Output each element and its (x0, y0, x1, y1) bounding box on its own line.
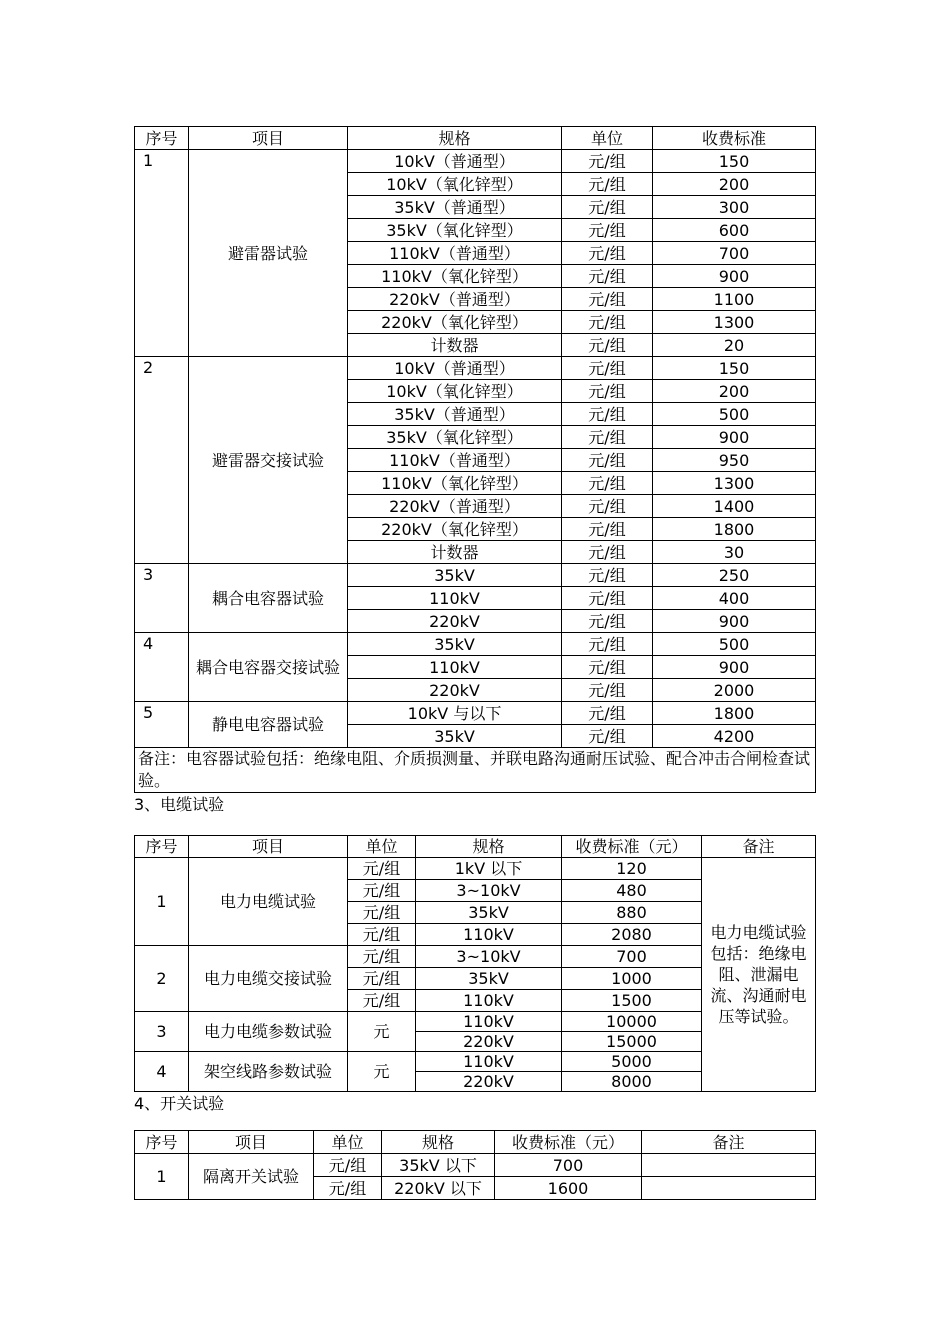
header-item: 项目 (189, 836, 348, 858)
row-unit: 元/组 (562, 633, 653, 656)
row-fee: 1100 (653, 288, 816, 311)
row-spec: 110kV (348, 587, 562, 610)
row-item: 电力电缆交接试验 (189, 946, 348, 1012)
row-spec: 35kV（普通型） (348, 403, 562, 426)
table-row (135, 1154, 816, 1177)
row-unit: 元/组 (562, 288, 653, 311)
row-unit: 元/组 (314, 1177, 382, 1200)
row-spec: 110kV (416, 1012, 562, 1032)
row-fee: 900 (653, 265, 816, 288)
row-item: 耦合电容器试验 (189, 564, 348, 633)
row-remark (642, 1177, 816, 1200)
row-spec: 35kV 以下 (382, 1154, 495, 1177)
row-spec: 220kV（氧化锌型） (348, 518, 562, 541)
row-unit: 元/组 (314, 1154, 382, 1177)
row-spec: 220kV (348, 679, 562, 702)
row-spec: 10kV（普通型） (348, 150, 562, 173)
row-unit: 元/组 (562, 265, 653, 288)
row-seq: 3 (135, 564, 189, 633)
row-unit: 元/组 (348, 924, 416, 946)
row-unit: 元/组 (562, 518, 653, 541)
row-unit: 元/组 (562, 380, 653, 403)
header-spec: 规格 (416, 836, 562, 858)
switch-test-fee-table (134, 1130, 816, 1200)
row-spec: 35kV (416, 968, 562, 990)
row-spec: 110kV (416, 924, 562, 946)
row-spec: 110kV（普通型） (348, 242, 562, 265)
row-fee: 250 (653, 564, 816, 587)
row-remark (642, 1154, 816, 1177)
row-seq: 3 (135, 1012, 189, 1052)
row-spec: 220kV（普通型） (348, 288, 562, 311)
row-spec: 10kV（普通型） (348, 357, 562, 380)
section-title-switch: 4、开关试验 (134, 1094, 225, 1113)
row-unit: 元/组 (562, 334, 653, 357)
row-unit: 元/组 (562, 702, 653, 725)
row-item: 静电电容器试验 (189, 702, 348, 748)
row-spec: 3~10kV (416, 946, 562, 968)
row-fee: 15000 (562, 1032, 702, 1052)
row-spec: 110kV (348, 656, 562, 679)
table-header-row (135, 127, 816, 150)
header-item: 项目 (189, 127, 348, 150)
row-unit: 元/组 (348, 990, 416, 1012)
row-fee: 600 (653, 219, 816, 242)
row-fee: 200 (653, 173, 816, 196)
table-header-row (135, 1131, 816, 1154)
note-row (135, 748, 816, 793)
row-fee: 1300 (653, 311, 816, 334)
cable-test-remark: 电力电缆试验包括：绝缘电阻、泄漏电流、沟通耐电压等试验。 (702, 858, 816, 1092)
document-page (134, 126, 815, 1200)
row-fee: 30 (653, 541, 816, 564)
row-unit: 元/组 (562, 725, 653, 748)
row-fee: 1300 (653, 472, 816, 495)
row-seq: 2 (135, 946, 189, 1012)
row-fee: 200 (653, 380, 816, 403)
header-fee: 收费标准 (653, 127, 816, 150)
row-item: 架空线路参数试验 (189, 1052, 348, 1092)
row-spec: 35kV（普通型） (348, 196, 562, 219)
row-unit: 元/组 (562, 679, 653, 702)
row-spec: 220kV (348, 610, 562, 633)
row-spec: 10kV（氧化锌型） (348, 380, 562, 403)
row-unit: 元/组 (562, 426, 653, 449)
header-seq: 序号 (135, 1131, 189, 1154)
row-spec: 220kV 以下 (382, 1177, 495, 1200)
header-unit: 单位 (348, 836, 416, 858)
row-unit: 元/组 (562, 311, 653, 334)
cable-test-fee-table (134, 835, 816, 1092)
row-fee: 900 (653, 426, 816, 449)
row-spec: 35kV (348, 564, 562, 587)
row-spec: 110kV（氧化锌型） (348, 472, 562, 495)
table-row (135, 702, 816, 725)
row-seq: 5 (135, 702, 189, 748)
row-unit: 元/组 (562, 357, 653, 380)
row-fee: 5000 (562, 1052, 702, 1072)
row-spec: 35kV (416, 902, 562, 924)
header-unit: 单位 (562, 127, 653, 150)
row-item: 避雷器交接试验 (189, 357, 348, 564)
row-spec: 35kV (348, 725, 562, 748)
row-seq: 1 (135, 150, 189, 357)
row-fee: 880 (562, 902, 702, 924)
table-row (135, 357, 816, 380)
row-seq: 1 (135, 1154, 189, 1200)
row-fee: 1000 (562, 968, 702, 990)
row-spec: 35kV（氧化锌型） (348, 426, 562, 449)
row-fee: 1600 (495, 1177, 642, 1200)
row-unit: 元/组 (562, 587, 653, 610)
header-remark: 备注 (702, 836, 816, 858)
row-fee: 500 (653, 633, 816, 656)
row-spec: 110kV (416, 1052, 562, 1072)
row-unit: 元/组 (562, 472, 653, 495)
row-fee: 480 (562, 880, 702, 902)
row-fee: 2000 (653, 679, 816, 702)
row-spec: 10kV（氧化锌型） (348, 173, 562, 196)
row-fee: 900 (653, 610, 816, 633)
row-seq: 4 (135, 1052, 189, 1092)
table-row (135, 858, 816, 880)
row-fee: 10000 (562, 1012, 702, 1032)
row-seq: 4 (135, 633, 189, 702)
row-spec: 110kV（普通型） (348, 449, 562, 472)
row-unit: 元 (348, 1052, 416, 1092)
row-fee: 700 (495, 1154, 642, 1177)
header-spec: 规格 (382, 1131, 495, 1154)
row-unit: 元/组 (562, 219, 653, 242)
row-item: 隔离开关试验 (189, 1154, 314, 1200)
row-unit: 元/组 (562, 610, 653, 633)
row-fee: 150 (653, 357, 816, 380)
row-unit: 元/组 (348, 880, 416, 902)
row-spec: 220kV（氧化锌型） (348, 311, 562, 334)
row-item: 耦合电容器交接试验 (189, 633, 348, 702)
row-seq: 2 (135, 357, 189, 564)
row-spec: 35kV（氧化锌型） (348, 219, 562, 242)
row-fee: 1400 (653, 495, 816, 518)
header-fee: 收费标准（元） (495, 1131, 642, 1154)
row-fee: 950 (653, 449, 816, 472)
row-fee: 20 (653, 334, 816, 357)
row-item: 电力电缆试验 (189, 858, 348, 946)
row-unit: 元/组 (562, 495, 653, 518)
row-fee: 2080 (562, 924, 702, 946)
header-seq: 序号 (135, 127, 189, 150)
arrester-capacitor-fee-table (134, 126, 816, 793)
table-note: 备注：电容器试验包括：绝缘电阻、介质损测量、并联电路沟通耐压试验、配合冲击合闸检查试验。 (135, 748, 816, 793)
row-spec: 220kV (416, 1072, 562, 1092)
table-row (135, 564, 816, 587)
row-fee: 1800 (653, 518, 816, 541)
row-item: 避雷器试验 (189, 150, 348, 357)
row-fee: 1500 (562, 990, 702, 1012)
row-spec: 35kV (348, 633, 562, 656)
row-fee: 400 (653, 587, 816, 610)
row-unit: 元/组 (562, 449, 653, 472)
row-unit: 元/组 (562, 242, 653, 265)
row-fee: 4200 (653, 725, 816, 748)
row-unit: 元/组 (562, 173, 653, 196)
row-fee: 150 (653, 150, 816, 173)
row-unit: 元/组 (562, 196, 653, 219)
row-unit: 元/组 (348, 902, 416, 924)
row-fee: 700 (562, 946, 702, 968)
table-row (135, 150, 816, 173)
table-row (135, 633, 816, 656)
row-fee: 700 (653, 242, 816, 265)
row-seq: 1 (135, 858, 189, 946)
row-spec: 1kV 以下 (416, 858, 562, 880)
row-spec: 计数器 (348, 541, 562, 564)
row-spec: 110kV (416, 990, 562, 1012)
row-unit: 元/组 (348, 946, 416, 968)
row-spec: 220kV（普通型） (348, 495, 562, 518)
row-spec: 计数器 (348, 334, 562, 357)
row-unit: 元/组 (562, 564, 653, 587)
row-unit: 元/组 (562, 403, 653, 426)
row-fee: 1800 (653, 702, 816, 725)
row-unit: 元/组 (562, 541, 653, 564)
row-spec: 10kV 与以下 (348, 702, 562, 725)
row-unit: 元/组 (562, 150, 653, 173)
row-fee: 300 (653, 196, 816, 219)
row-fee: 900 (653, 656, 816, 679)
row-spec: 110kV（氧化锌型） (348, 265, 562, 288)
row-spec: 220kV (416, 1032, 562, 1052)
header-item: 项目 (189, 1131, 314, 1154)
table-header-row (135, 836, 816, 858)
header-remark: 备注 (642, 1131, 816, 1154)
row-unit: 元/组 (348, 968, 416, 990)
row-fee: 120 (562, 858, 702, 880)
row-spec: 3~10kV (416, 880, 562, 902)
section-title-cable: 3、电缆试验 (134, 795, 225, 814)
row-fee: 500 (653, 403, 816, 426)
row-fee: 8000 (562, 1072, 702, 1092)
row-item: 电力电缆参数试验 (189, 1012, 348, 1052)
row-unit: 元 (348, 1012, 416, 1052)
header-seq: 序号 (135, 836, 189, 858)
header-spec: 规格 (348, 127, 562, 150)
row-unit: 元/组 (562, 656, 653, 679)
header-unit: 单位 (314, 1131, 382, 1154)
header-fee: 收费标准（元） (562, 836, 702, 858)
row-unit: 元/组 (348, 858, 416, 880)
